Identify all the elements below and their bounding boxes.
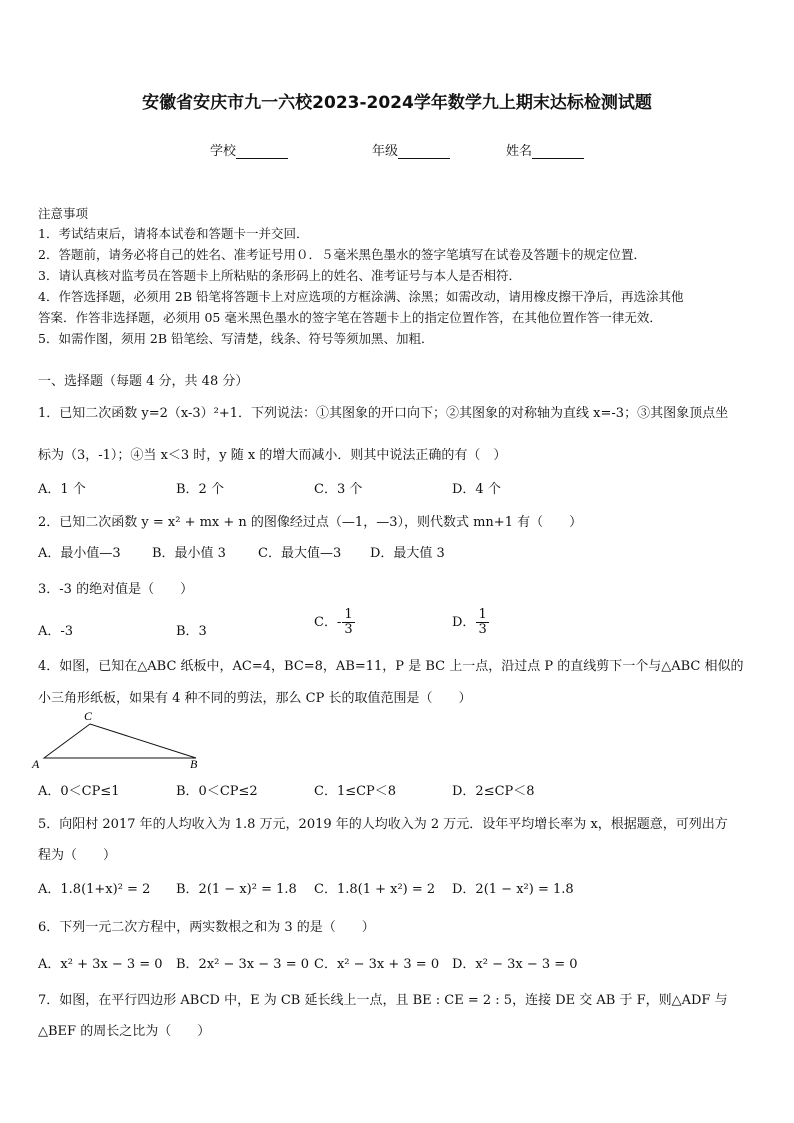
note-item: 2．答题前，请务必将自己的姓名、准考证号用０．５毫米黑色墨水的签字笔填写在试卷及答题卡的规定位置． xyxy=(38,247,646,262)
q3-option-a: A．-3 xyxy=(38,624,74,639)
triangle-abc-figure xyxy=(30,706,210,772)
q3-option-b: B．3 xyxy=(176,624,207,639)
q1-option-c: C．3 个 xyxy=(314,482,363,497)
question-4-line1: 4．如图，已知在△ABC 纸板中，AC=4，BC=8，AB=11，P 是 BC 上一点，沿过点 P 的直线剪下一个与△ABC 相似的 xyxy=(38,659,744,674)
vertex-b-label: B xyxy=(190,757,198,771)
question-1-line1: 1．已知二次函数 y=2（x-3）²+1．下列说法：①其图象的开口向下；②其图象的对称轴为直线 x=-3；③其图象顶点坐 xyxy=(38,406,729,421)
note-item: 4．作答选择题，必须用 2B 铅笔将答题卡上对应选项的方框涂满、涂黑；如需改动，请用橡皮擦干净后，再选涂其他 xyxy=(38,289,684,304)
triangle-abc xyxy=(44,724,196,758)
note-item: 答案．作答非选择题，必须用 05 毫米黑色墨水的签字笔在答题卡上的指定位置作答，在其他位置作答一律无效． xyxy=(38,310,662,325)
question-7-line2: △BEF 的周长之比为（ ） xyxy=(38,1024,211,1039)
page-title: 安徽省安庆市九一六校2023-2024学年数学九上期末达标检测试题 xyxy=(142,93,652,113)
q4-option-c: C．1≤CP＜8 xyxy=(314,784,397,799)
q6-option-d: D．x² − 3x − 3 = 0 xyxy=(452,957,578,972)
q4-option-a: A．0＜CP≤1 xyxy=(38,784,120,799)
q5-option-c: C．1.8(1 + x²) = 2 xyxy=(314,882,436,897)
note-item: 3．请认真核对监考员在答题卡上所粘贴的条形码上的姓名、准考证号与本人是否相符． xyxy=(38,268,521,283)
question-4-line2: 小三角形纸板，如果有 4 种不同的剪法，那么 CP 长的取值范围是（ ） xyxy=(38,691,472,706)
q5-option-b: B．2(1 − x)² = 1.8 xyxy=(176,882,297,897)
q6-option-b: B．2x² − 3x − 3 = 0 xyxy=(176,957,309,972)
question-5-line1: 5．向阳村 2017 年的人均收入为 1.8 万元，2019 年的人均收入为 2 万元．设年平均增长率为 x，根据题意，可列出方 xyxy=(38,817,728,832)
q2-option-c: C．最大值—3 xyxy=(258,546,342,561)
q3-option-d: D． $\frac{1}{3}$ xyxy=(452,607,487,637)
vertex-a-label: A xyxy=(32,757,40,771)
q6-option-a: A．x² + 3x − 3 = 0 xyxy=(38,957,163,972)
section-heading: 一、选择题（每题 4 分，共 48 分） xyxy=(38,374,249,389)
q5-option-a: A．1.8(1+x)² = 2 xyxy=(38,882,151,897)
question-1-line2: 标为（3，-1）；④当 x＜3 时，y 随 x 的增大而减小．则其中说法正确的有（ ） xyxy=(38,448,507,463)
note-item: 1．考试结束后，请将本试卷和答题卡一并交回． xyxy=(38,226,309,241)
vertex-c-label: C xyxy=(84,709,93,723)
q2-option-d: D．最大值 3 xyxy=(370,546,445,561)
question-7-line1: 7．如图，在平行四边形 ABCD 中，E 为 CB 延长线上一点，且 BE : CE = 2 : 5，连接 DE 交 AB 于 F，则△ADF 与 xyxy=(38,993,728,1008)
q2-option-a: A．最小值—3 xyxy=(38,546,121,561)
q1-option-d: D．4 个 xyxy=(452,482,501,497)
q4-option-b: B．0＜CP≤2 xyxy=(176,784,258,799)
question-5-line2: 程为（ ） xyxy=(38,848,117,863)
q3-option-c: C．- $\frac{1}{3}$ xyxy=(314,607,353,637)
school-field: 学校 xyxy=(210,140,288,159)
q2-option-b: B．最小值 3 xyxy=(152,546,226,561)
grade-field: 年级 xyxy=(372,140,450,159)
q1-option-a: A．1 个 xyxy=(38,482,86,497)
notes-heading: 注意事项 xyxy=(38,206,89,221)
name-field: 姓名 xyxy=(506,140,584,159)
q4-option-d: D．2≤CP＜8 xyxy=(452,784,535,799)
q5-option-d: D．2(1 − x²) = 1.8 xyxy=(452,882,574,897)
q1-option-b: B．2 个 xyxy=(176,482,224,497)
note-item: 5．如需作图，须用 2B 铅笔绘、写清楚，线条、符号等须加黑、加粗． xyxy=(38,331,434,346)
q6-option-c: C．x² − 3x + 3 = 0 xyxy=(314,957,440,972)
question-3: 3．-3 的绝对值是（ ） xyxy=(38,582,194,597)
question-2: 2．已知二次函数 y = x² + mx + n 的图像经过点（—1，—3），则代数式 mn+1 有（ ） xyxy=(38,515,583,530)
question-6: 6．下列一元二次方程中，两实数根之和为 3 的是（ ） xyxy=(38,920,375,935)
